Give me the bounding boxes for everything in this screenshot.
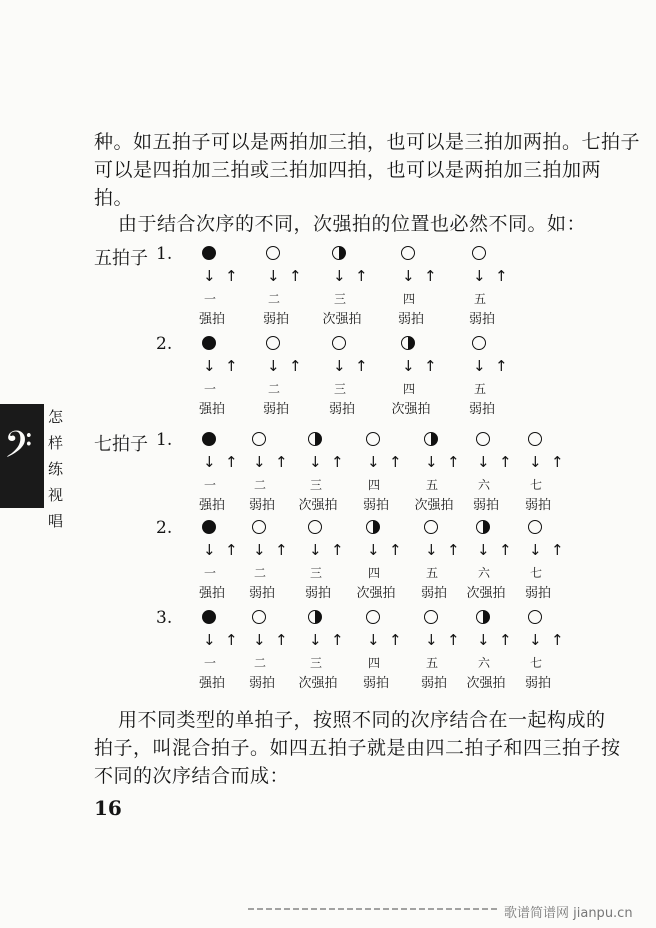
- weak-beat-icon: [252, 432, 266, 446]
- statement-paragraph: [118, 210, 618, 238]
- weak-beat-icon: [366, 610, 380, 624]
- page-number: 16: [94, 796, 122, 820]
- arrow-up-icon: ↑: [275, 541, 288, 559]
- intro-line-3: 拍。: [94, 187, 134, 209]
- weak-beat-icon: [366, 432, 380, 446]
- arrow-down-icon: ↓: [477, 631, 490, 649]
- beat-number: 五: [474, 382, 487, 396]
- beat-accent-label: 弱拍: [262, 312, 289, 327]
- beat-accent-label: 弱拍: [248, 498, 275, 513]
- intro-paragraph: [94, 128, 641, 212]
- beat-accent-label: 次强拍: [298, 676, 338, 691]
- medium-beat-icon: [308, 610, 322, 624]
- beat-accent-label: 强拍: [198, 586, 225, 601]
- beat-number: 五: [474, 292, 487, 306]
- arrow-up-icon: ↑: [225, 357, 238, 375]
- weak-beat-icon: [252, 610, 266, 624]
- beat-accent-label: 弱拍: [262, 402, 289, 417]
- weak-beat-icon: [252, 520, 266, 534]
- arrow-up-icon: ↑: [331, 453, 344, 471]
- beat: [524, 610, 580, 690]
- beat-number: 五: [426, 656, 439, 670]
- beat-number: 一: [204, 566, 217, 580]
- arrow-up-icon: ↑: [225, 631, 238, 649]
- five-beat-label: 五拍子: [94, 248, 148, 269]
- weak-beat-icon: [528, 520, 542, 534]
- arrow-up-icon: ↑: [447, 631, 460, 649]
- beat-accent-label: 弱拍: [472, 498, 499, 513]
- arrow-up-icon: ↑: [355, 267, 368, 285]
- beat-accent-label: 弱拍: [397, 312, 424, 327]
- beat-accent-label: 弱拍: [248, 676, 275, 691]
- arrow-up-icon: ↑: [225, 453, 238, 471]
- weak-beat-icon: [424, 520, 438, 534]
- beat-number: 六: [478, 566, 491, 580]
- beat-accent-label: 弱拍: [362, 498, 389, 513]
- beat: [524, 520, 580, 600]
- beat-accent-label: 强拍: [198, 676, 225, 691]
- beat-number: 一: [204, 292, 217, 306]
- arrow-down-icon: ↓: [425, 541, 438, 559]
- strong-beat-icon: [202, 520, 216, 534]
- beat-number: 四: [403, 292, 416, 306]
- side-tab-text: 怎样练视唱: [48, 408, 64, 530]
- strong-beat-icon: [202, 610, 216, 624]
- arrow-up-icon: ↑: [447, 541, 460, 559]
- seven-beat-label: 七拍子: [94, 434, 148, 455]
- row-number: 2.: [156, 518, 173, 538]
- weak-beat-icon: [332, 336, 346, 350]
- arrow-up-icon: ↑: [389, 453, 402, 471]
- beat: [262, 246, 318, 326]
- arrow-down-icon: ↓: [333, 267, 346, 285]
- arrow-up-icon: ↑: [424, 357, 437, 375]
- beat-accent-label: 弱拍: [420, 676, 447, 691]
- closing-paragraph: [94, 706, 621, 790]
- weak-beat-icon: [266, 246, 280, 260]
- statement-line: 由于结合次序的不同，次强拍的位置也必然不同。如：: [118, 213, 587, 235]
- beat: [262, 336, 318, 416]
- medium-beat-icon: [332, 246, 346, 260]
- arrow-down-icon: ↓: [477, 541, 490, 559]
- arrow-down-icon: ↓: [402, 357, 415, 375]
- arrow-up-icon: ↑: [495, 267, 508, 285]
- beat: [468, 246, 524, 326]
- beat-accent-label: 弱拍: [468, 402, 495, 417]
- closing-line-1: 用不同类型的单拍子，按照不同的次序结合在一起构成的: [118, 709, 606, 731]
- beat-accent-label: 次强拍: [466, 586, 506, 601]
- medium-beat-icon: [308, 432, 322, 446]
- arrow-down-icon: ↓: [425, 453, 438, 471]
- bottom-scan-line: [248, 908, 498, 910]
- beat-number: 四: [368, 656, 381, 670]
- arrow-down-icon: ↓: [529, 453, 542, 471]
- beat-accent-label: 弱拍: [248, 586, 275, 601]
- arrow-down-icon: ↓: [333, 357, 346, 375]
- arrow-up-icon: ↑: [499, 453, 512, 471]
- beat-number: 三: [334, 382, 347, 396]
- beat-accent-label: 次强拍: [391, 402, 431, 417]
- arrow-up-icon: ↑: [424, 267, 437, 285]
- arrow-down-icon: ↓: [402, 267, 415, 285]
- beat-number: 六: [478, 478, 491, 492]
- arrow-up-icon: ↑: [499, 631, 512, 649]
- beat-accent-label: 强拍: [198, 402, 225, 417]
- arrow-up-icon: ↑: [551, 541, 564, 559]
- beat-number: 一: [204, 478, 217, 492]
- arrow-up-icon: ↑: [495, 357, 508, 375]
- beat-accent-label: 弱拍: [524, 498, 551, 513]
- arrow-down-icon: ↓: [367, 631, 380, 649]
- arrow-down-icon: ↓: [477, 453, 490, 471]
- beat-number: 五: [426, 478, 439, 492]
- watermark: 歌谱简谱网 jianpu.cn: [504, 906, 633, 921]
- medium-beat-icon: [401, 336, 415, 350]
- beat-number: 七: [530, 656, 543, 670]
- beat: [397, 246, 453, 326]
- beat-accent-label: 弱拍: [362, 676, 389, 691]
- beat-number: 三: [310, 656, 323, 670]
- weak-beat-icon: [472, 336, 486, 350]
- beat: [391, 336, 453, 417]
- arrow-up-icon: ↑: [355, 357, 368, 375]
- arrow-up-icon: ↑: [499, 541, 512, 559]
- closing-line-2: 拍子，叫混合拍子。如四五拍子就是由四二拍子和四三拍子按: [94, 737, 621, 759]
- strong-beat-icon: [202, 336, 216, 350]
- beat-number: 一: [204, 382, 217, 396]
- arrow-down-icon: ↓: [529, 631, 542, 649]
- beat: [524, 432, 580, 512]
- beat-number: 六: [478, 656, 491, 670]
- arrow-up-icon: ↑: [389, 541, 402, 559]
- beat-number: 二: [268, 292, 281, 306]
- beat-accent-label: 弱拍: [328, 402, 355, 417]
- medium-beat-icon: [476, 610, 490, 624]
- beat: [322, 246, 384, 327]
- arrow-up-icon: ↑: [331, 541, 344, 559]
- beat-accent-label: 次强拍: [414, 498, 454, 513]
- arrow-down-icon: ↓: [253, 631, 266, 649]
- beat-number: 一: [204, 656, 217, 670]
- arrow-down-icon: ↓: [267, 357, 280, 375]
- weak-beat-icon: [266, 336, 280, 350]
- arrow-up-icon: ↑: [389, 631, 402, 649]
- arrow-down-icon: ↓: [367, 541, 380, 559]
- arrow-up-icon: ↑: [551, 453, 564, 471]
- beat-accent-label: 次强拍: [322, 312, 362, 327]
- arrow-down-icon: ↓: [203, 357, 216, 375]
- medium-beat-icon: [366, 520, 380, 534]
- weak-beat-icon: [528, 610, 542, 624]
- arrow-up-icon: ↑: [225, 541, 238, 559]
- weak-beat-icon: [424, 610, 438, 624]
- medium-beat-icon: [476, 520, 490, 534]
- strong-beat-icon: [202, 246, 216, 260]
- weak-beat-icon: [528, 432, 542, 446]
- arrow-up-icon: ↑: [275, 631, 288, 649]
- arrow-up-icon: ↑: [447, 453, 460, 471]
- arrow-down-icon: ↓: [253, 453, 266, 471]
- beat-accent-label: 弱拍: [524, 676, 551, 691]
- arrow-up-icon: ↑: [289, 267, 302, 285]
- arrow-down-icon: ↓: [203, 631, 216, 649]
- arrow-down-icon: ↓: [203, 267, 216, 285]
- arrow-up-icon: ↑: [289, 357, 302, 375]
- arrow-up-icon: ↑: [331, 631, 344, 649]
- beat-accent-label: 次强拍: [466, 676, 506, 691]
- beat-number: 四: [368, 478, 381, 492]
- weak-beat-icon: [308, 520, 322, 534]
- arrow-down-icon: ↓: [367, 453, 380, 471]
- beat-number: 三: [334, 292, 347, 306]
- arrow-down-icon: ↓: [473, 267, 486, 285]
- weak-beat-icon: [401, 246, 415, 260]
- arrow-up-icon: ↑: [225, 267, 238, 285]
- arrow-down-icon: ↓: [253, 541, 266, 559]
- row-number: 1.: [156, 244, 173, 264]
- arrow-down-icon: ↓: [267, 267, 280, 285]
- side-tab: [0, 404, 68, 530]
- arrow-down-icon: ↓: [529, 541, 542, 559]
- row-number: 1.: [156, 430, 173, 450]
- weak-beat-icon: [476, 432, 490, 446]
- beat-number: 二: [254, 656, 267, 670]
- side-tab-block: [0, 404, 44, 508]
- intro-line-1: 种。如五拍子可以是两拍加三拍，也可以是三拍加两拍。七拍子: [94, 131, 641, 153]
- intro-line-2: 可以是四拍加三拍或三拍加四拍，也可以是两拍加三拍加两: [94, 159, 602, 181]
- beat-number: 二: [254, 566, 267, 580]
- beat: [328, 336, 384, 416]
- beat-number: 二: [254, 478, 267, 492]
- row-number: 2.: [156, 334, 173, 354]
- arrow-down-icon: ↓: [309, 453, 322, 471]
- beat-accent-label: 弱拍: [420, 586, 447, 601]
- arrow-up-icon: ↑: [275, 453, 288, 471]
- strong-beat-icon: [202, 432, 216, 446]
- beat-accent-label: 弱拍: [524, 586, 551, 601]
- beat-accent-label: 强拍: [198, 312, 225, 327]
- row-number: 3.: [156, 608, 173, 628]
- arrow-down-icon: ↓: [309, 631, 322, 649]
- arrow-up-icon: ↑: [551, 631, 564, 649]
- arrow-down-icon: ↓: [473, 357, 486, 375]
- closing-line-3: 不同的次序结合而成：: [94, 765, 290, 787]
- medium-beat-icon: [424, 432, 438, 446]
- beat-number: 三: [310, 566, 323, 580]
- arrow-down-icon: ↓: [203, 541, 216, 559]
- arrow-down-icon: ↓: [203, 453, 216, 471]
- beat-number: 七: [530, 566, 543, 580]
- beat-number: 五: [426, 566, 439, 580]
- beat-number: 四: [368, 566, 381, 580]
- bass-clef-icon: 𝄢: [4, 424, 33, 475]
- beat: [468, 336, 524, 416]
- beat-number: 四: [403, 382, 416, 396]
- beat-accent-label: 弱拍: [304, 586, 331, 601]
- beat-accent-label: 次强拍: [298, 498, 338, 513]
- arrow-down-icon: ↓: [425, 631, 438, 649]
- beat-accent-label: 强拍: [198, 498, 225, 513]
- beat-accent-label: 弱拍: [468, 312, 495, 327]
- beat-accent-label: 次强拍: [356, 586, 396, 601]
- beat-number: 三: [310, 478, 323, 492]
- arrow-down-icon: ↓: [309, 541, 322, 559]
- beat-number: 七: [530, 478, 543, 492]
- weak-beat-icon: [472, 246, 486, 260]
- beat-number: 二: [268, 382, 281, 396]
